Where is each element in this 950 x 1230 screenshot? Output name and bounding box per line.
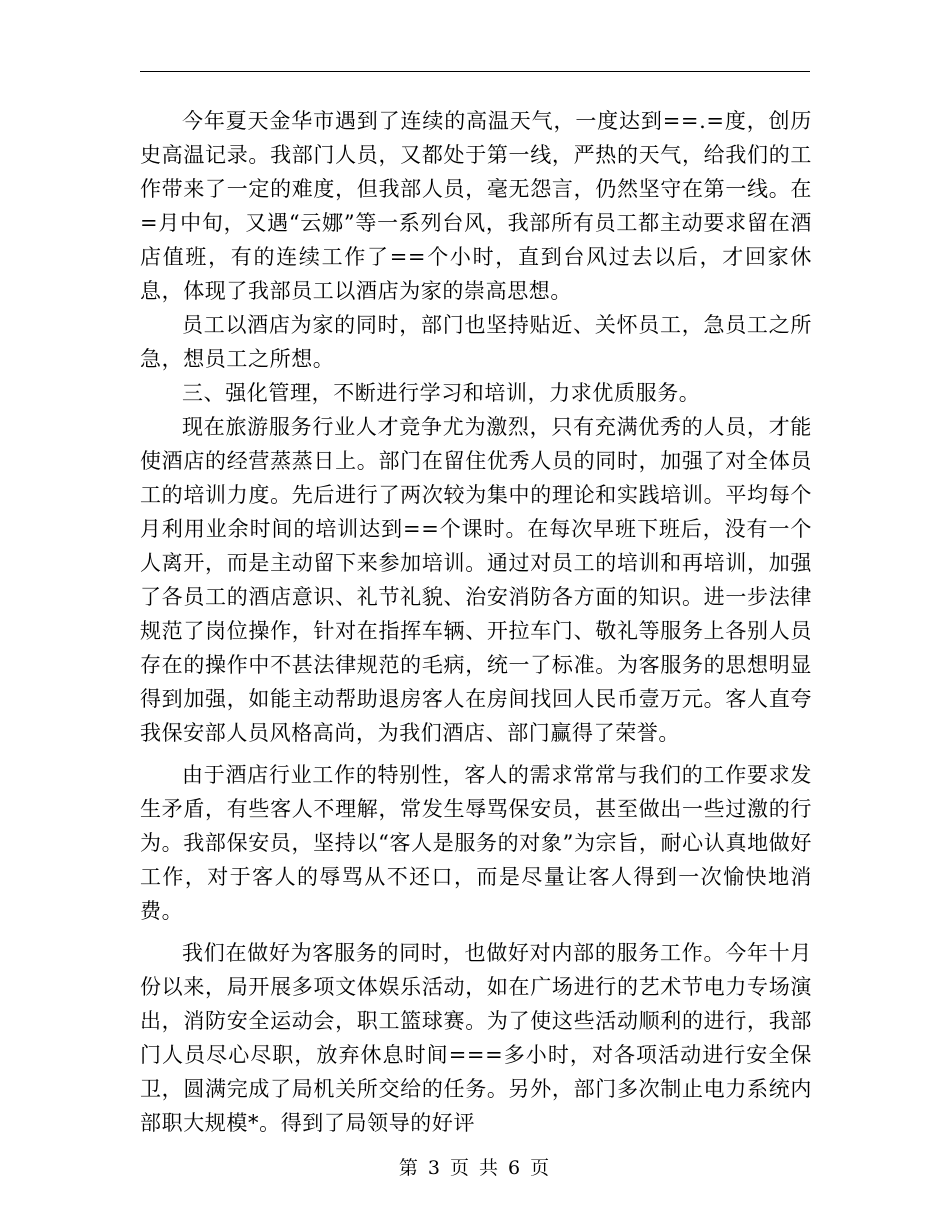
header-rule	[140, 71, 810, 72]
paragraph-care-staff: 员工以酒店为家的同时，部门也坚持贴近、关怀员工，急员工之所急，想员工之所想。	[140, 313, 812, 371]
paragraph-internal-service: 我们在做好为客服务的同时，也做好对内部的服务工作。今年十月份以来，局开展多项文体娱乐活动，如在广场进行的艺术节电力专场演出，消防安全运动会，职工篮球赛。为了使这些活动顺利的进行，我部门人员尽心尽职，放弃休息时间===多小时，对各项活动进行安全保卫，圆满完成了局机关所交给的任务。另外，部门多次制止电力系统内部职大规模*。得到了局领导的好评	[140, 941, 812, 1135]
paragraph-training: 现在旅游服务行业人才竞争尤为激烈，只有充满优秀的人员，才能使酒店的经营蒸蒸日上。部门在留住优秀人员的同时，加强了对全体员工的培训力度。先后进行了两次较为集中的理论和实践培训。平均每个月利用业余时间的培训达到==个课时。在每次早班下班后，没有一个人离开，而是主动留下来参加培训。通过对员工的培训和再培训，加强了各员工的酒店意识、礼节礼貌、治安消防各方面的知识。进一步法律规范了岗位操作，针对在指挥车辆、开拉车门、敬礼等服务上各别人员存在的操作中不甚法律规范的毛病，统一了标准。为客服务的思想明显得到加强，如能主动帮助退房客人在房间找回人民币壹万元。客人直夸我保安部人员风格高尚，为我们酒店、部门赢得了荣誉。	[140, 415, 812, 745]
document-body	[140, 104, 812, 1140]
section-heading-management: 三、强化管理，不断进行学习和培训，力求优质服务。	[182, 381, 701, 405]
paragraph-guest-conflict: 由于酒店行业工作的特别性，客人的需求常常与我们的工作要求发生矛盾，有些客人不理解，常发生辱骂保安员，甚至做出一些过激的行为。我部保安员，坚持以“客人是服务的对象”为宗旨，耐心认真地做好工作，对于客人的辱骂从不还口，而是尽量让客人得到一次愉快地消费。	[140, 763, 812, 923]
paragraph-heatwave: 今年夏天金华市遇到了连续的高温天气，一度达到==.=度，创历史高温记录。我部门人员，又都处于第一线，严热的天气，给我们的工作带来了一定的难度，但我部人员，毫无怨言，仍然坚守在第一线。在=月中旬，又遇“云娜”等一系列台风，我部所有员工都主动要求留在酒店值班，有的连续工作了==个小时，直到台风过去以后，才回家休息，体现了我部员工以酒店为家的崇高思想。	[140, 109, 812, 303]
page-number: 第 3 页 共 6 页	[398, 1157, 552, 1179]
